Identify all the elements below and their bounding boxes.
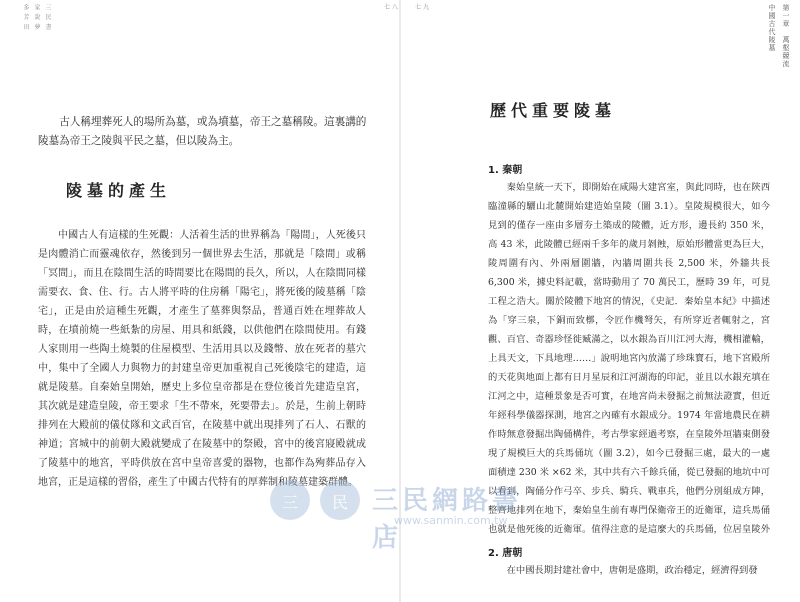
body-paragraph-tang: 在中國長期封建社會中，唐朝是盛期，政治穩定，經濟得到發 bbox=[506, 565, 758, 576]
body-paragraph-origin: 中國古人有這樣的生死觀：人活着生活的世界稱為「陽間」，人死後只是肉體消亡而靈魂依存，然後到另一個世界去生活，那就是「陰間」或稱「冥間」，而且在陰間生活的時間要比在陽間的長久，所以，人在陰間同樣需要衣、食、住、行。古人將平時的住房稱「陽宅」，將死後的陵墓稱「陰宅」，正是由於這種生死觀，才產生了墓葬與祭品，普通百姓在埋葬故人時，在墳前燒一些紙紮的房屋、用具和紙錢，以供他們在陰間使用。有錢人家則用一些陶土燒製的住屋模型、生活用具以及錢幣、放在死者的墓穴中，集中了全國人力與物力的封建皇帝更加重視自己死後陰宅的建造，這就是陵墓。自秦始皇開始，歷史上多位皇帝都是在登位後首先建造皇宮，其次就是建造皇陵，帝王要求「生不帶來，死要帶去」。於是，生前上朝時排列在大殿前的儀仗隊和文武百官，在陵墓中就出現排列了石人、石獸的神道；宮城中的前朝大殿就變成了在陵墓中的祭殿，宮中的後宮寢殿就成了陵墓中的地宮，平時供放在宮中皇帝喜愛的器物，也都作為殉葬品存入地宮，正是這樣的習俗，產生了中國古代特有的厚葬制和陵墓建築群體。 bbox=[38, 230, 366, 488]
running-head-topic: 中國古代陵墓 bbox=[768, 4, 776, 52]
section-heading-dynasties: 歷代重要陵墓 bbox=[490, 101, 617, 120]
body-paragraph-qin: 秦始皇統一天下，即開始在咸陽大建宮室，與此同時，也在陝西臨潼縣的驪山北麓開始建造始皇陵（圖 3.1）。皇陵規模很大，如今見到的僅存一座由多層夯土築成的陵體，近方形，邊長約 350 米，高 43 米，此陵體已經兩千多年的歲月剝蝕，原始形體當更為巨大，陵周圍有內、外兩層圍牆，內牆周圍共長 2,500 米，外牆共長 6,300 米，據史料記載，當時動用了 70 萬民工，歷時 39 年，可見工程之浩大。關於陵體下地宮的情況，《史記．秦始皇本紀》中描述為「穿三泉，下銅而致槨，令匠作機弩矢，有所穿近者輒射之，宮觀、百官、奇器珍怪徙臧滿之，以水銀為百川江河大海，機相灌輸，上具天文，下具地理……」說明地宮內放滿了珍珠寶石，地下宮殿所的天花與地面上都有日月星辰和江河湖海的印記，並且以水銀充填在江河之中，這種景象是否可實，在地宮尚未發掘之前無法證實，但近年經科學儀器探測，地宮之內確有水銀成分。1974 年當地農民在耕作時無意發掘出陶俑構件，考古學家經過考察，在皇陵外垣牆東側發現了規模巨大的兵馬俑坑（圖 3.2），如今已發掘三處，最大的一處面積達 230 米 ×62 米，其中共有六千餘兵俑，從已發掘的地坑中可以看到，陶俑分作弓卒、步兵、騎兵、戰車兵，他們分別組成方陣，整齊地排列在地下，秦始皇生前有專門保衛帝王的近衛軍，這兵馬俑也就是他死後的近衛軍。值得注意的是這麼大的兵馬俑，位居皇陵外 bbox=[488, 182, 770, 535]
intro-paragraph: 古人稱埋葬死人的場所為墓，或為墳墓，帝王之墓稱陵。這裏講的陵墓為帝王之陵與平民之墓，但以陵為主。 bbox=[38, 116, 367, 147]
watermark-title: 三民網路書店 bbox=[372, 486, 523, 553]
watermark-char: 民 bbox=[332, 493, 349, 512]
side-mark-line: 多 芳 田 bbox=[22, 4, 29, 31]
subsection-title-qin: 1. 秦朝 bbox=[488, 165, 523, 176]
side-mark-line: 家 說 夢 bbox=[33, 4, 40, 31]
watermark-char: 三 bbox=[282, 493, 299, 512]
page-number-left: 七八 bbox=[384, 4, 400, 11]
watermark-url: www.sanmin.com.tw bbox=[394, 514, 508, 527]
side-mark-line: 三 民 書 bbox=[44, 4, 51, 31]
page-number-right: 七九 bbox=[415, 4, 432, 11]
subsection-title-tang: 2. 唐朝 bbox=[488, 548, 523, 559]
running-head bbox=[768, 4, 790, 68]
right-page bbox=[400, 0, 800, 602]
series-side-mark bbox=[22, 4, 51, 31]
running-head-chapter: 第一章 萬壑競流 bbox=[782, 4, 790, 68]
section-heading-origin: 陵墓的產生 bbox=[66, 181, 172, 200]
